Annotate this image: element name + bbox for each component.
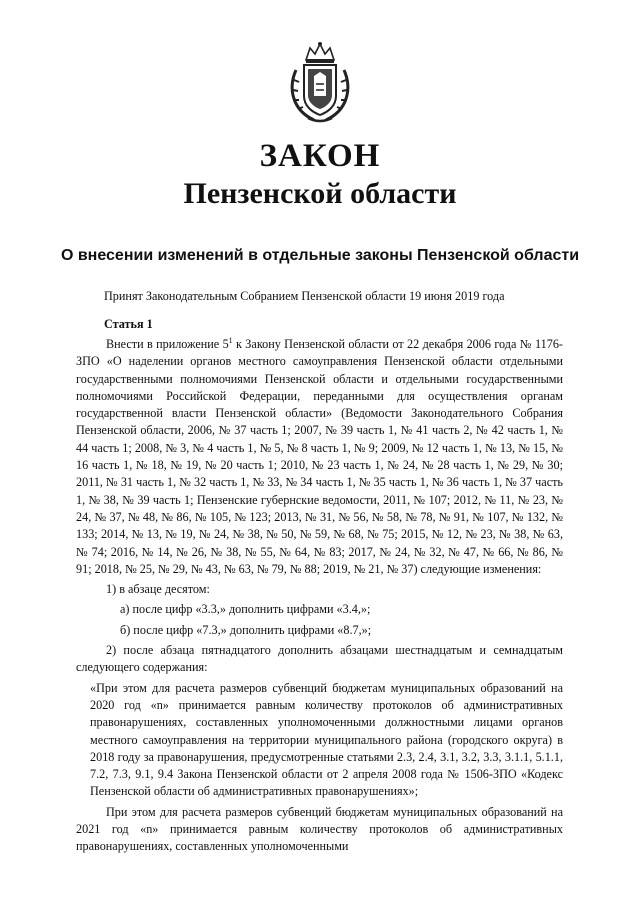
list-item-1a: а) после цифр «3.3,» дополнить цифрами «3.4,»;	[120, 602, 371, 617]
intro-paragraph: Внести в приложение $5^1$ к Закону Пензенской области от 22 декабря 2006 года № 1176-ЗПО «О наделении органов местного самоуправления Пензенской области отдельными государственными полномочиями Пензенской области и отдельными государственными полномочиями Российской Федерации, переданными для осуществления органам государственной власти Пензенской области» (Ведомости Законодательного Собрания Пензенской области, 2006, № 37 часть 1; 2007, № 39 часть 1, № 41 часть 2, № 42 часть 1, № 44 часть 1; 2008, № 3, № 4 часть 1, № 5, № 8 часть 1, № 9; 2009, № 12 часть 1, № 13, № 15, № 16 часть 1, № 18, № 19, № 20 часть 1; 2010, № 23 часть 1, № 24, № 28 часть 1, № 29, № 30; 2011, № 31 часть 1, № 32 часть 1, № 33, № 34 часть 1, № 35 часть 1, № 36 часть 1, № 37 часть 1, № 38, № 39 часть 1; Пензенские губернские ведомости, 2011, № 107; 2012, № 11, № 23, № 24, № 37, № 48, № 86, № 105, № 123; 2013, № 31, № 56, № 58, № 78, № 91, № 107, № 132, № 133; 2014, № 13, № 19, № 24, № 38, № 50, № 59, № 68, № 75; 2015, № 12, № 23, № 38, № 63, № 74; 2016, № 14, № 26, № 38, № 55, № 64, № 83; 2017, № 24, № 32, № 47, № 66, № 86, № 91; 2018, № 25, № 29, № 43, № 63, № 79, № 88; 2019, № 21, № 37) следующие изменения:	[76, 335, 563, 576]
quote-paragraph-1: «При этом для расчета размеров субвенций бюджетам муниципальных образований на 2020 год «n» принимается равным количеству протоколов об административных правонарушениях, составленных уполномоченными должностными лицами органов местного самоуправления на территории муниципального района (городского округа) в 2018 году за правонарушения, предусмотренные статьями 2.3, 2.4, 3.1, 3.2, 3.3, 3.1.1, 5.1.1, 7.2, 7.3, 9.1, 9.4 Закона Пензенской области от 2 апреля 2008 года № 1506-ЗПО «Кодекс Пензенской области об административных правонарушениях»;	[90, 680, 563, 799]
region-heading: Пензенской области	[183, 177, 457, 210]
footnote-mark: 1	[228, 335, 233, 345]
list-item-1b: б) после цифр «7.3,» дополнить цифрами «8.7,»;	[120, 622, 372, 637]
document-body	[76, 336, 563, 856]
list-item-2: 2) после абзаца пятнадцатого дополнить абзацами шестнадцатым и семнадцатым следующего содержания:	[76, 643, 563, 675]
quote-paragraph-2: При этом для расчета размеров субвенций бюджетам муниципальных образований на 2021 год «n» принимается равным количеству протоколов об административных правонарушениях, составленных уполномоченными	[76, 804, 563, 854]
law-heading: ЗАКОН	[259, 138, 381, 174]
coat-of-arms-icon	[284, 40, 356, 124]
document-title: О внесении изменений в отдельные законы Пензенской области	[60, 247, 580, 264]
adoption-line: Принят Законодательным Собранием Пензенской области 19 июня 2019 года	[104, 289, 505, 303]
article-heading: Статья 1	[104, 317, 153, 331]
list-item-1: 1) в абзаце десятом:	[106, 582, 210, 597]
